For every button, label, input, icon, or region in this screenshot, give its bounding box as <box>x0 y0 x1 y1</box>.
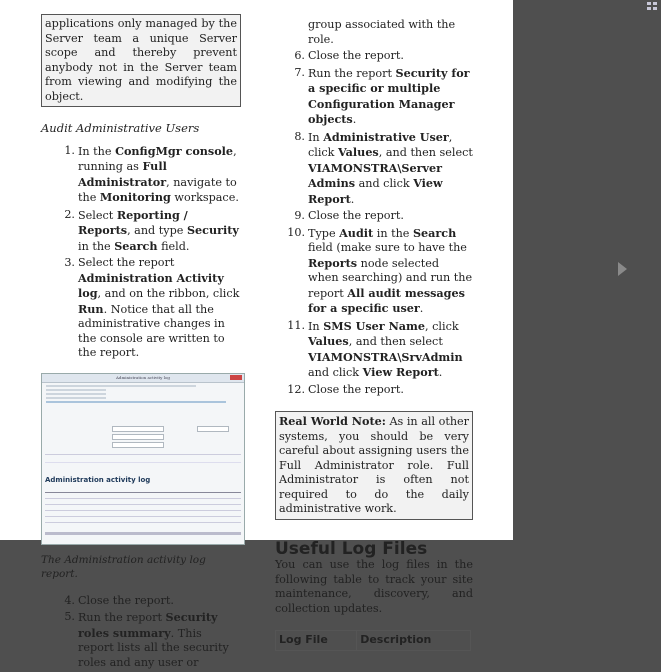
step-bold-term: All audit messages for a specific user <box>308 285 465 315</box>
screenshot-report-title: Administration activity log <box>45 475 151 484</box>
step-text: field (make sure to have the <box>308 241 467 254</box>
step-text: . Notice that all the administrative changes in the console are written to the report. <box>78 302 225 359</box>
step-bold-term: View Report <box>308 176 443 206</box>
step-bold-term: Audit <box>339 225 374 240</box>
step-bold-term: Values <box>308 334 349 348</box>
step-bold-term: Security <box>186 223 239 237</box>
real-world-note <box>275 411 473 520</box>
step-text: , click <box>308 130 453 159</box>
note-text: As in all other systems, you should be very careful about assigning users the Full Administrator role. Full Administrator is often not required to do the daily administrative work. <box>279 415 469 515</box>
section-body: You can use the log files in the following table to track your site maintenance, discovery, and collection updates. <box>275 558 473 615</box>
step-text: , and then select <box>348 335 443 348</box>
step-bold-term: Values <box>338 145 379 159</box>
step-number: 7. <box>294 65 305 79</box>
step-text: Run the report <box>308 66 396 80</box>
step-bold-term: Full Administrator <box>78 159 167 189</box>
list-item <box>275 66 473 128</box>
step-number: 2. <box>64 207 75 221</box>
list-item <box>275 383 473 398</box>
step-bold-term: Run <box>78 301 104 316</box>
step-text: . <box>419 302 424 315</box>
step-number: 10. <box>287 225 305 239</box>
step-bold-term: View Report <box>362 365 439 379</box>
step-number: 1. <box>64 143 75 157</box>
step-text: Close the report. <box>308 209 404 222</box>
step-bold-term: Search <box>114 238 158 253</box>
left-column <box>41 16 241 672</box>
audit-steps-list-right <box>275 49 473 397</box>
screenshot-titlebar <box>42 374 244 383</box>
next-page-arrow-icon[interactable] <box>618 262 627 276</box>
grid-icon[interactable] <box>647 2 657 10</box>
figure-caption: The Administration activity log report. <box>41 553 206 580</box>
step-text: Run the report <box>78 611 166 624</box>
step-number: 12. <box>287 382 305 396</box>
list-item <box>275 130 473 208</box>
step-number: 5. <box>64 610 75 623</box>
step-text: field. <box>157 239 190 253</box>
step-bold-term: Security for a specific or multiple Configuration Manager objects <box>308 65 470 126</box>
audit-steps-list-continued <box>41 594 241 671</box>
step-text: In <box>308 130 324 144</box>
step-number: 11. <box>287 318 305 332</box>
step-text: in the <box>373 226 413 240</box>
step-text: . <box>352 113 357 126</box>
list-item <box>41 208 241 255</box>
step-text: Select the report <box>78 256 175 269</box>
step-number: 3. <box>64 256 75 269</box>
step-text: Close the report. <box>78 593 174 607</box>
step-text: In <box>308 319 324 333</box>
note-label: Real World Note: <box>279 414 386 428</box>
right-column <box>275 18 473 651</box>
step-bold-term: VIAMONSTRA\Server Admins <box>308 160 443 190</box>
section-heading-audit: Audit Administrative Users <box>41 121 200 135</box>
table-header-description: Description <box>357 631 471 651</box>
list-item <box>41 594 241 609</box>
step-number: 4. <box>64 593 75 607</box>
step-text: . <box>438 366 443 379</box>
step-bold-term: Monitoring <box>99 190 171 204</box>
note-box-top: applications only managed by the Server team a unique Server scope and thereby prevent anybody not in the Server team from viewing and modifying the object. <box>41 14 241 107</box>
step-text: , navigate to the <box>78 175 237 204</box>
step-number: 6. <box>294 49 305 62</box>
step-text: , and then select <box>378 146 473 159</box>
step-bold-term: Reports <box>308 255 358 270</box>
step-text: , and on the ribbon, click <box>97 287 240 300</box>
step-text: , running as <box>78 144 237 173</box>
screenshot-window-title: Administration activity log <box>116 374 170 380</box>
table-header-log-file: Log File <box>276 631 357 651</box>
step-text: Close the report. <box>308 49 404 62</box>
step-text: Select <box>78 208 117 222</box>
step-text: In the <box>78 144 116 158</box>
step-bold-term: Security roles summary <box>78 610 218 640</box>
step-bold-term: Search <box>412 225 457 240</box>
step-text: Close the report. <box>308 382 404 396</box>
step-bold-term: SMS User Name <box>323 318 426 333</box>
step-bold-term: Administration Activity log <box>78 270 224 300</box>
step-bold-term: Administrative User <box>323 129 449 144</box>
list-item <box>41 256 241 361</box>
viewer-side-panel <box>513 0 661 540</box>
step-text: workspace. <box>170 191 239 204</box>
step-text: in the <box>78 239 115 253</box>
step-text: node selected when searching) and run the report <box>308 256 473 300</box>
step-text: and click <box>355 177 414 190</box>
step-number: 9. <box>294 209 305 222</box>
log-files-table <box>275 630 471 651</box>
step-text: , and type <box>127 224 187 237</box>
step-text: . This report lists all the security roles and any user or <box>78 626 229 669</box>
step-number: 8. <box>294 129 305 143</box>
list-item <box>275 319 473 381</box>
step-text: Type <box>308 226 340 240</box>
report-screenshot <box>41 373 245 545</box>
list-item <box>275 49 473 64</box>
close-icon <box>230 375 242 380</box>
continued-text: group associated with the role. <box>308 18 456 46</box>
section-title-log-files: Useful Log Files <box>275 538 428 559</box>
list-item <box>275 226 473 317</box>
step-bold-term: VIAMONSTRA\SrvAdmin <box>308 349 463 364</box>
step-bold-term: Reporting / Reports <box>78 207 188 237</box>
step-text: , click <box>425 319 459 333</box>
list-item <box>275 209 473 224</box>
step-text: . <box>350 192 355 206</box>
step-text: and click <box>308 366 363 379</box>
audit-steps-list <box>41 144 241 361</box>
list-item <box>41 144 241 206</box>
list-item <box>41 610 241 670</box>
step-bold-term: ConfigMgr console <box>115 143 234 158</box>
